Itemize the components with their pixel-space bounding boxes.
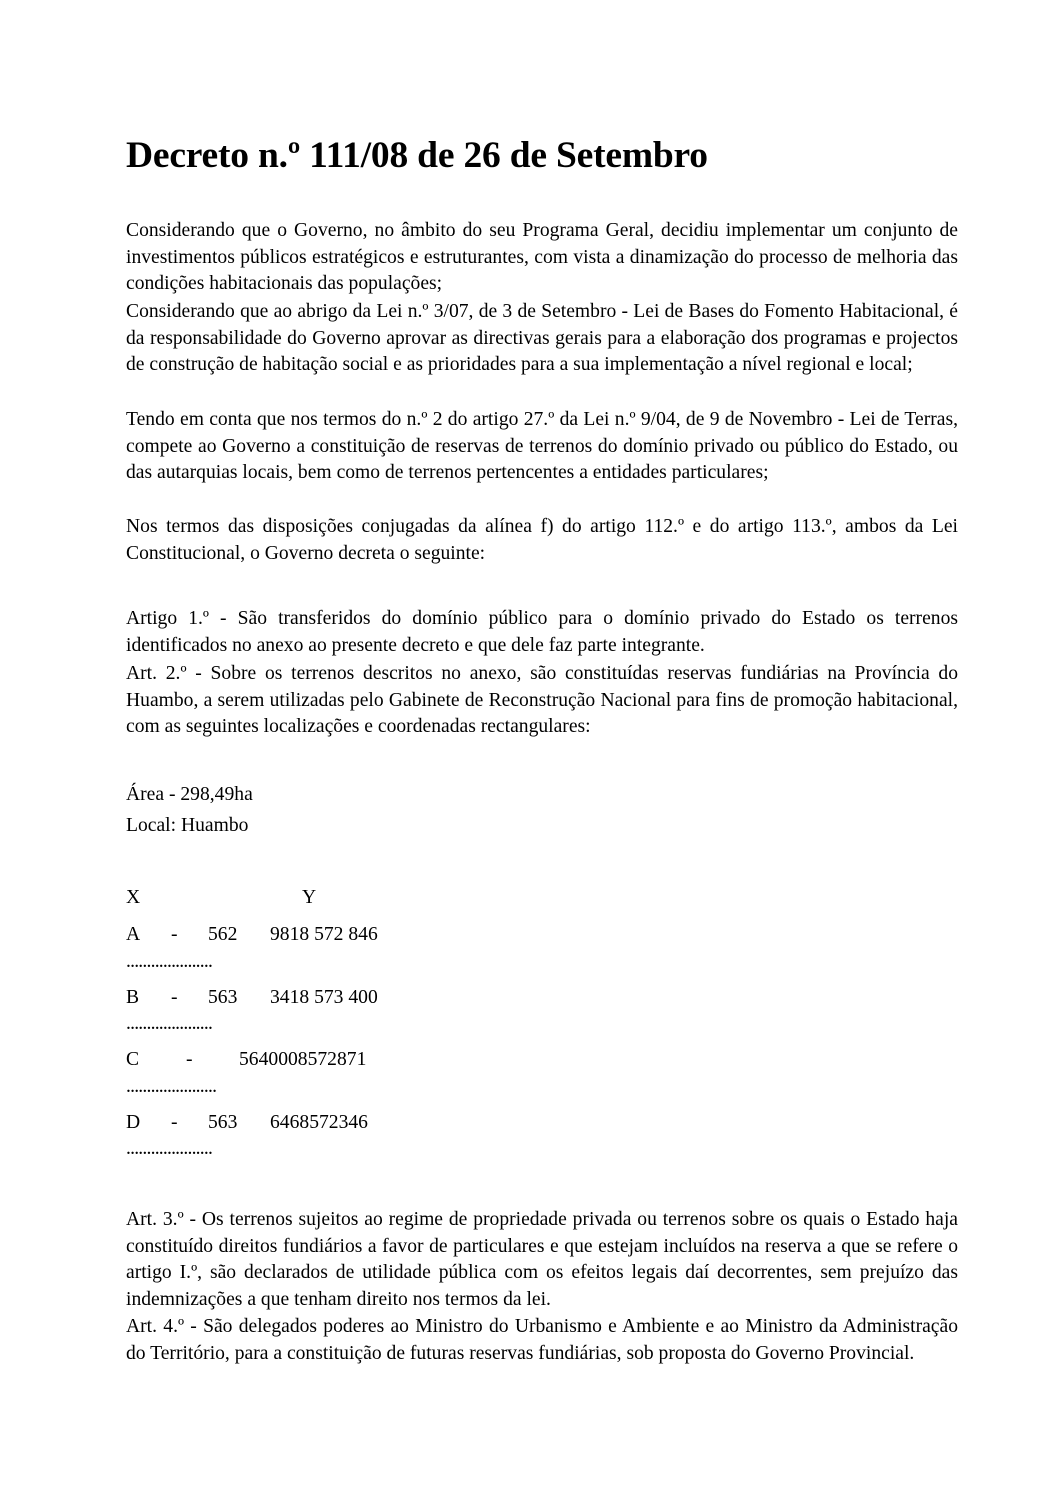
coordinate-dash: - [171,987,178,1008]
coordinate-point: A [126,924,141,945]
coordinates-header-y: Y [302,887,317,908]
coordinate-y: 5640008572871 [239,1049,367,1070]
coordinate-dash: - [171,1112,178,1133]
article-2: Art. 2.º - Sobre os terrenos descritos no anexo, são constituídas reservas fundiárias na Província do Huambo, a serem utilizadas pelo Gabinete de Reconstrução Nacional para fins de promoção habitacional, com as seguintes localizações e coordenadas rectangulares: [126,663,958,737]
coordinate-dots: ..................... [126,951,213,972]
article-4: Art. 4.º - São delegados poderes ao Ministro do Urbanismo e Ambiente e ao Ministro da Administração do Território, para a constituição de futuras reservas fundiárias, sob proposta do Governo Provincial. [126,1316,958,1364]
coordinate-dots: ..................... [126,1138,213,1159]
coordinate-dots: ..................... [126,1013,213,1034]
article-3: Art. 3.º - Os terrenos sujeitos ao regime de propriedade privada ou terrenos sobre os quais o Estado haja constituído direitos fundiários a favor de particulares e que estejam incluídos na reserva a que se refere o artigo I.º, são declarados de utilidade pública com os efeitos legais daí decorrentes, sem prejuízo das indemnizações a que tenham direito nos termos da lei. [126,1209,958,1310]
area-label: Área - 298,49ha [126,784,253,805]
coordinate-dots: ...................... [126,1076,217,1097]
coordinate-dash: - [171,924,178,945]
coordinate-point: B [126,987,140,1008]
coordinate-x: 563 [208,1112,238,1133]
coordinate-point: D [126,1112,141,1133]
coordinate-y: 3418 573 400 [270,987,378,1008]
coordinate-point: C [126,1049,140,1070]
document-title: Decreto n.º 111/08 de 26 de Setembro [126,135,708,176]
coordinate-dash: - [186,1049,193,1070]
preamble-paragraph-3: Tendo em conta que nos termos do n.º 2 do artigo 27.º da Lei n.º 9/04, de 9 de Novembro - Lei de Terras, compete ao Governo a constituição de reservas de terrenos do domínio privado ou público do Estado, ou das autarquias locais, bem como de terrenos pertencentes a entidades particulares; [126,409,958,483]
local-label: Local: Huambo [126,815,249,836]
preamble-paragraph-4: Nos termos das disposições conjugadas da alínea f) do artigo 112.º e do artigo 113.º, ambos da Lei Constitucional, o Governo decreta o seguinte: [126,516,958,564]
coordinate-y: 6468572346 [270,1112,368,1133]
coordinate-x: 562 [208,924,238,945]
preamble-paragraph-2: Considerando que ao abrigo da Lei n.º 3/07, de 3 de Setembro - Lei de Bases do Fomento Habitacional, é da responsabilidade do Governo aprovar as directivas gerais para a elaboração dos programas e projectos de construção de habitação social e as prioridades para a sua implementação a nível regional e local; [126,301,958,375]
coordinates-header-x: X [126,887,141,908]
coordinate-x: 563 [208,987,238,1008]
preamble-paragraph-1: Considerando que o Governo, no âmbito do seu Programa Geral, decidiu implementar um conjunto de investimentos públicos estratégicos e estruturantes, com vista a dinamização do processo de melhoria das condições habitacionais das populações; [126,220,958,294]
article-1: Artigo 1.º - São transferidos do domínio público para o domínio privado do Estado os terrenos identificados no anexo ao presente decreto e que dele faz parte integrante. [126,608,958,656]
coordinate-y: 9818 572 846 [270,924,378,945]
